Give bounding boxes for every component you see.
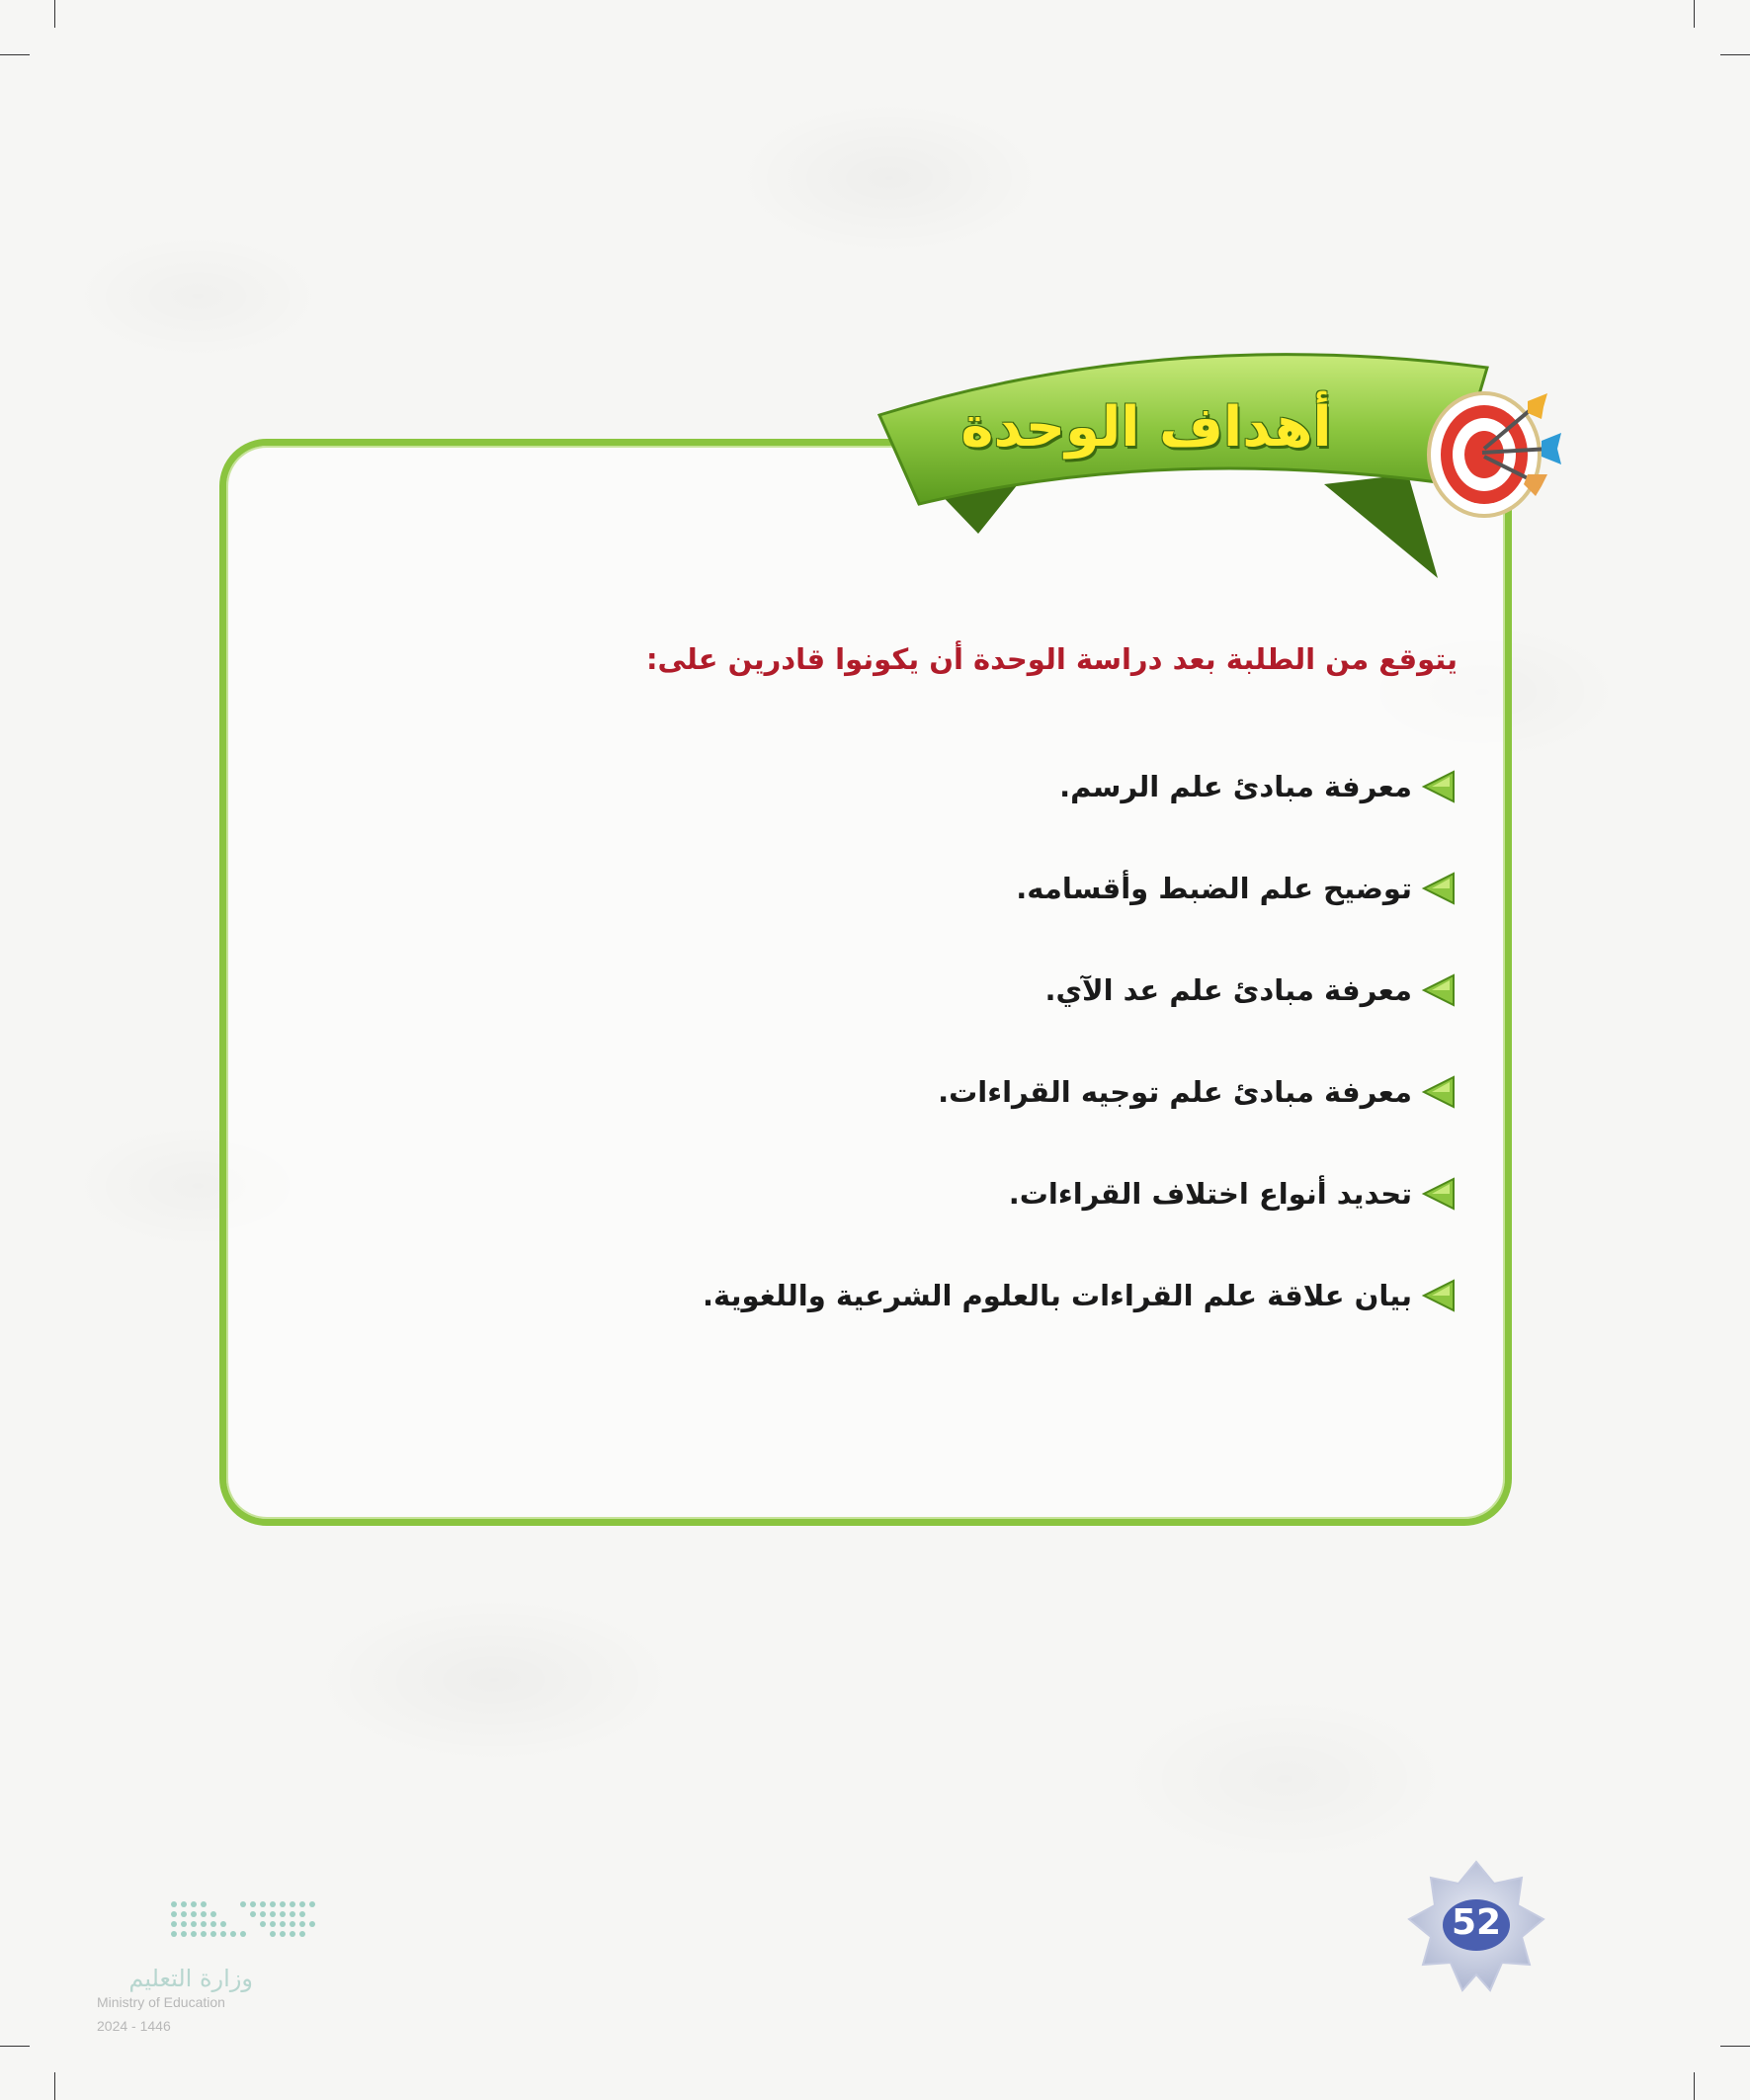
triangle-bullet-icon <box>1420 972 1458 1008</box>
crop-mark <box>54 0 55 28</box>
page-title: أهداف الوحدة <box>960 395 1332 460</box>
crop-mark <box>1694 2072 1695 2100</box>
target-darts-icon <box>1413 383 1571 522</box>
triangle-bullet-icon <box>1420 1074 1458 1110</box>
goal-text: بيان علاقة علم القراءات بالعلوم الشرعية واللغوية. <box>703 1278 1412 1312</box>
list-item <box>371 735 1458 837</box>
list-item <box>371 837 1458 939</box>
goals-list <box>371 735 1458 1346</box>
triangle-bullet-icon <box>1420 1176 1458 1212</box>
crop-mark <box>54 2072 55 2100</box>
crop-mark <box>1720 2046 1750 2047</box>
list-item <box>371 1041 1458 1142</box>
title-ribbon <box>870 336 1502 583</box>
triangle-bullet-icon <box>1420 769 1458 804</box>
triangle-bullet-icon <box>1420 1278 1458 1313</box>
edition-year: 2024 - 1446 <box>97 2018 171 2034</box>
ribbon-shape <box>870 336 1502 583</box>
goal-text: تحديد أنواع اختلاف القراءات. <box>1008 1176 1412 1211</box>
list-item <box>371 1244 1458 1346</box>
triangle-bullet-icon <box>1420 871 1458 906</box>
crop-mark <box>0 2046 30 2047</box>
intro-text: يتوقع من الطلبة بعد دراسة الوحدة أن يكونوا قادرين على: <box>645 642 1458 676</box>
list-item <box>371 939 1458 1041</box>
goal-text: توضيح علم الضبط وأقسامه. <box>1016 871 1412 905</box>
goal-text: معرفة مبادئ علم عد الآي. <box>1044 972 1412 1007</box>
crop-mark <box>1694 0 1695 28</box>
ministry-name-arabic: وزارة التعليم <box>128 1965 253 1992</box>
page-number: 52 <box>1451 1902 1502 1943</box>
list-item <box>371 1142 1458 1244</box>
goal-text: معرفة مبادئ علم توجيه القراءات. <box>938 1074 1412 1109</box>
ministry-name-english: Ministry of Education <box>97 1994 225 2010</box>
crop-mark <box>0 54 30 55</box>
crop-mark <box>1720 54 1750 55</box>
goal-text: معرفة مبادئ علم الرسم. <box>1059 769 1412 803</box>
